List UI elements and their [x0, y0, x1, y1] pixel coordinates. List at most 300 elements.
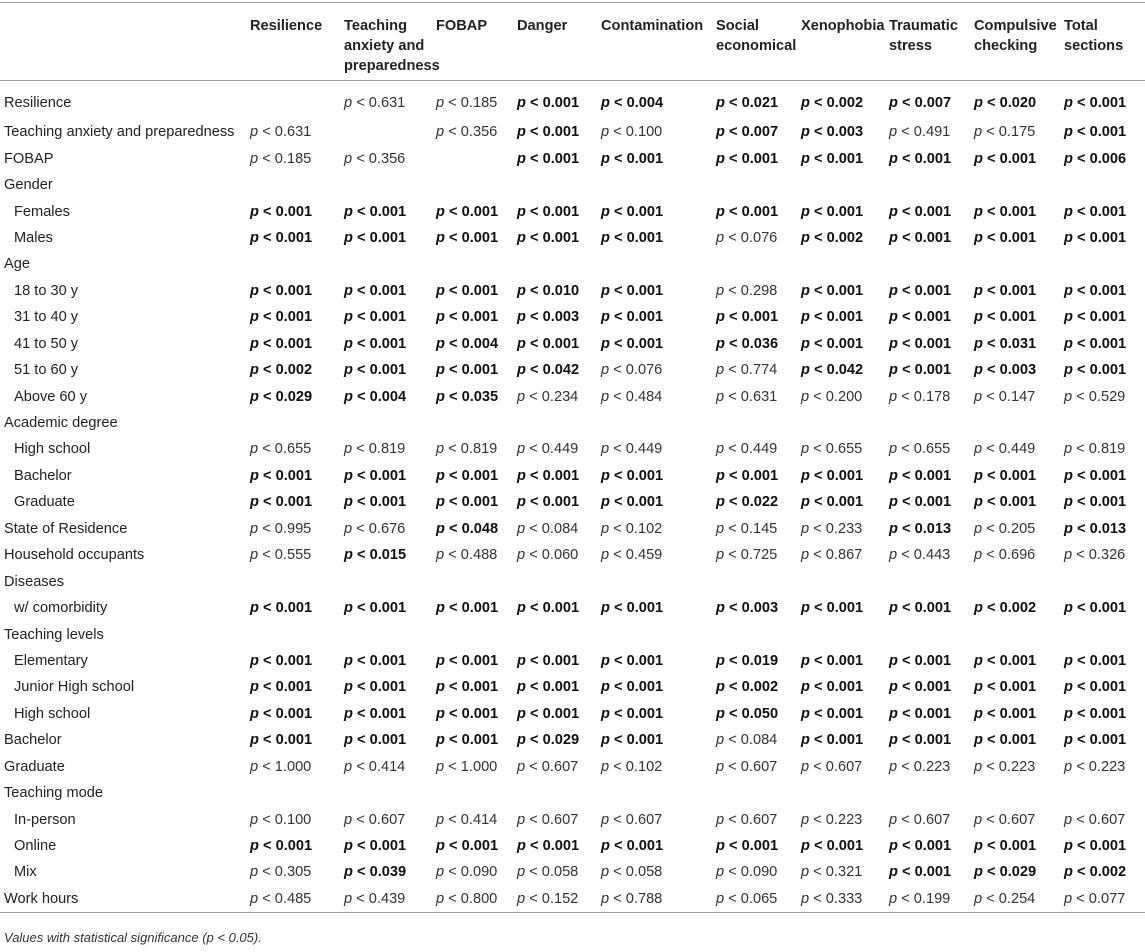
p-symbol: p [344, 600, 353, 617]
p-value-cell [340, 145, 432, 171]
p-symbol: p [889, 520, 898, 537]
p-value: 0.001 [914, 282, 952, 299]
p-value-cell [1060, 516, 1145, 542]
table-row [0, 251, 1145, 277]
p-value-cell [340, 754, 432, 780]
p-symbol: p [1064, 890, 1073, 907]
less-than-symbol: < [1076, 309, 1086, 326]
less-than-symbol: < [986, 890, 995, 907]
p-value-cell [246, 568, 340, 594]
less-than-symbol: < [1076, 494, 1086, 511]
p-symbol: p [344, 652, 353, 669]
p-value: 0.076 [740, 229, 778, 246]
p-value-cell [970, 621, 1060, 647]
table-row [0, 331, 1145, 357]
p-value: 0.021 [741, 95, 779, 111]
table-row [0, 489, 1145, 515]
p-value: 0.090 [460, 864, 498, 881]
p-value: 0.090 [740, 864, 778, 881]
p-symbol: p [517, 758, 526, 775]
p-symbol: p [250, 679, 259, 696]
p-value-cell [340, 172, 432, 198]
p-value: 0.001 [542, 600, 580, 617]
less-than-symbol: < [728, 362, 737, 379]
less-than-symbol: < [613, 335, 623, 352]
less-than-symbol: < [728, 838, 738, 855]
less-than-symbol: < [356, 732, 366, 749]
p-value: 0.001 [999, 679, 1037, 696]
p-value: 0.001 [275, 679, 313, 696]
less-than-symbol: < [356, 705, 366, 722]
p-symbol: p [889, 362, 898, 379]
p-symbol: p [716, 811, 725, 828]
p-symbol: p [801, 890, 810, 907]
less-than-symbol: < [529, 203, 539, 220]
p-value: 0.439 [368, 890, 406, 907]
p-value: 0.001 [999, 309, 1037, 326]
p-symbol: p [517, 890, 526, 907]
less-than-symbol: < [613, 864, 622, 881]
p-value-cell [432, 648, 513, 674]
p-symbol: p [801, 229, 810, 246]
p-symbol: p [250, 441, 259, 458]
p-value: 0.800 [460, 890, 498, 907]
table-row [0, 172, 1145, 198]
p-value: 0.001 [1089, 309, 1127, 326]
p-symbol: p [250, 652, 259, 669]
p-value: 0.042 [542, 362, 580, 379]
p-symbol: p [344, 547, 353, 564]
p-value-cell [797, 463, 885, 489]
p-value: 0.001 [542, 494, 580, 511]
table-row [0, 225, 1145, 251]
p-symbol: p [1064, 864, 1073, 881]
p-value-cell [432, 595, 513, 621]
p-symbol: p [436, 652, 445, 669]
p-value-cell [712, 172, 797, 198]
p-value: 0.001 [542, 838, 580, 855]
p-symbol: p [974, 838, 983, 855]
p-value-cell [797, 225, 885, 251]
p-value: 0.223 [998, 758, 1036, 775]
less-than-symbol: < [813, 229, 823, 246]
p-value-cell [513, 172, 597, 198]
p-value: 0.100 [274, 811, 312, 828]
column-header-line: Teaching [344, 18, 407, 34]
less-than-symbol: < [728, 705, 738, 722]
p-value: 0.013 [914, 520, 952, 537]
less-than-symbol: < [901, 600, 911, 617]
p-value-cell [513, 648, 597, 674]
less-than-symbol: < [901, 388, 910, 405]
p-value: 0.001 [461, 362, 499, 379]
p-value-cell [1060, 648, 1145, 674]
row-label: High school [14, 441, 91, 458]
less-than-symbol: < [529, 758, 538, 775]
p-symbol: p [436, 388, 445, 405]
p-value-cell [797, 81, 885, 120]
p-value: 0.039 [369, 864, 407, 881]
p-value-cell [1060, 145, 1145, 171]
column-header-empty [0, 3, 246, 81]
p-value-cell [1060, 701, 1145, 727]
p-value: 0.459 [625, 547, 663, 564]
p-value: 0.488 [460, 547, 498, 564]
p-value-cell [712, 198, 797, 224]
p-value-cell [970, 172, 1060, 198]
less-than-symbol: < [728, 388, 737, 405]
p-value-cell [970, 119, 1060, 145]
less-than-symbol: < [448, 467, 458, 484]
p-value: 0.001 [542, 467, 580, 484]
p-value-cell [597, 145, 712, 171]
p-symbol: p [601, 679, 610, 696]
p-value-cell [1060, 833, 1145, 859]
p-symbol: p [517, 150, 526, 167]
p-value-cell [597, 225, 712, 251]
p-value-cell [246, 859, 340, 885]
p-value-cell [246, 674, 340, 700]
p-value-cell [1060, 198, 1145, 224]
p-value: 0.001 [914, 679, 952, 696]
less-than-symbol: < [728, 547, 737, 564]
p-value: 0.001 [275, 229, 313, 246]
p-value: 0.001 [275, 494, 313, 511]
less-than-symbol: < [986, 335, 996, 352]
table-row [0, 198, 1145, 224]
p-symbol: p [889, 282, 898, 299]
p-value-cell [340, 701, 432, 727]
p-symbol: p [801, 864, 810, 881]
p-value-cell [513, 251, 597, 277]
p-value: 0.001 [999, 838, 1037, 855]
less-than-symbol: < [901, 441, 910, 458]
p-symbol: p [517, 547, 526, 564]
p-value-cell [597, 516, 712, 542]
p-value-cell [712, 331, 797, 357]
p-value-cell [797, 278, 885, 304]
p-symbol: p [1064, 467, 1073, 484]
p-value: 0.001 [369, 494, 407, 511]
p-value-cell [797, 172, 885, 198]
p-value-cell [885, 701, 970, 727]
p-value: 0.020 [999, 95, 1037, 111]
p-symbol: p [889, 838, 898, 855]
p-value: 0.001 [626, 600, 664, 617]
p-value-cell [340, 806, 432, 832]
less-than-symbol: < [728, 282, 737, 299]
row-label: Teaching anxiety and preparedness [4, 124, 235, 141]
column-header-line: Traumatic [889, 18, 958, 34]
p-value: 0.001 [914, 309, 952, 326]
less-than-symbol: < [262, 652, 272, 669]
p-value-cell [432, 489, 513, 515]
less-than-symbol: < [813, 388, 822, 405]
p-value-cell [340, 463, 432, 489]
less-than-symbol: < [356, 600, 366, 617]
p-value: 0.001 [741, 467, 779, 484]
less-than-symbol: < [613, 679, 623, 696]
p-symbol: p [716, 679, 725, 696]
p-value-cell [340, 410, 432, 436]
p-symbol: p [801, 705, 810, 722]
less-than-symbol: < [901, 124, 910, 141]
p-symbol: p [517, 652, 526, 669]
p-value-cell [712, 621, 797, 647]
less-than-symbol: < [1076, 705, 1086, 722]
p-value: 0.001 [826, 600, 864, 617]
less-than-symbol: < [356, 811, 365, 828]
p-value-cell [513, 198, 597, 224]
p-value-cell [513, 436, 597, 462]
p-value-cell [340, 727, 432, 753]
less-than-symbol: < [986, 732, 996, 749]
p-value-cell [432, 251, 513, 277]
table-row [0, 383, 1145, 409]
p-symbol: p [801, 811, 810, 828]
column-header-line: Total [1064, 18, 1098, 34]
p-value-cell [432, 727, 513, 753]
p-value-cell [513, 145, 597, 171]
p-symbol: p [716, 282, 725, 299]
table-row [0, 806, 1145, 832]
p-value: 0.001 [461, 309, 499, 326]
p-value-cell [970, 436, 1060, 462]
row-label: 31 to 40 y [14, 309, 79, 326]
p-value-cell [970, 331, 1060, 357]
p-value: 0.485 [274, 890, 312, 907]
p-value-cell [970, 833, 1060, 859]
p-symbol: p [801, 652, 810, 669]
p-value-cell [340, 595, 432, 621]
less-than-symbol: < [529, 309, 539, 326]
p-symbol: p [1064, 600, 1073, 617]
p-value: 0.001 [1089, 467, 1127, 484]
p-value-cell [513, 383, 597, 409]
p-value: 0.003 [542, 309, 580, 326]
table-row [0, 859, 1145, 885]
less-than-symbol: < [613, 282, 623, 299]
p-symbol: p [716, 652, 725, 669]
less-than-symbol: < [613, 494, 623, 511]
p-value-cell [885, 542, 970, 568]
p-value: 0.321 [825, 864, 863, 881]
less-than-symbol: < [728, 229, 737, 246]
p-value: 0.002 [826, 95, 864, 111]
p-symbol: p [344, 203, 353, 220]
p-value: 0.356 [368, 150, 406, 167]
less-than-symbol: < [448, 547, 457, 564]
less-than-symbol: < [1076, 282, 1086, 299]
p-value-cell [597, 172, 712, 198]
p-value: 0.607 [998, 811, 1036, 828]
p-value-cell [246, 145, 340, 171]
p-value-cell [513, 81, 597, 120]
p-value-cell [340, 516, 432, 542]
less-than-symbol: < [356, 441, 365, 458]
p-value: 0.995 [274, 520, 312, 537]
less-than-symbol: < [1076, 838, 1086, 855]
p-value-cell [246, 251, 340, 277]
p-symbol: p [601, 95, 610, 111]
p-symbol: p [601, 150, 610, 167]
p-symbol: p [436, 335, 445, 352]
p-symbol: p [716, 547, 725, 564]
p-value: 0.001 [461, 229, 499, 246]
p-value-cell [513, 621, 597, 647]
column-header-teaching-anxiety-and-preparedness [340, 3, 440, 81]
p-value-cell [970, 780, 1060, 806]
p-value: 0.001 [826, 838, 864, 855]
p-value-cell [712, 648, 797, 674]
p-value-cell [597, 648, 712, 674]
p-value-cell [513, 225, 597, 251]
p-value: 0.655 [274, 441, 312, 458]
p-value-cell [970, 357, 1060, 383]
p-value-cell [885, 357, 970, 383]
p-value-cell [1060, 595, 1145, 621]
p-value: 0.001 [542, 203, 580, 220]
p-value-cell [797, 357, 885, 383]
column-header-line: Contamination [601, 18, 704, 34]
row-label: Bachelor [14, 467, 72, 484]
less-than-symbol: < [262, 229, 272, 246]
p-symbol: p [889, 467, 898, 484]
p-value-cell [597, 119, 712, 145]
p-symbol: p [801, 362, 810, 379]
less-than-symbol: < [529, 95, 539, 111]
p-value: 0.631 [368, 95, 406, 111]
less-than-symbol: < [901, 890, 910, 907]
less-than-symbol: < [1076, 520, 1086, 537]
p-symbol: p [601, 890, 610, 907]
p-value-cell [712, 119, 797, 145]
less-than-symbol: < [613, 95, 623, 111]
less-than-symbol: < [813, 494, 823, 511]
p-value: 0.185 [460, 95, 498, 111]
p-symbol: p [889, 309, 898, 326]
column-header-line: sections [1064, 38, 1124, 54]
p-value: 0.031 [999, 335, 1037, 352]
p-value-cell [597, 357, 712, 383]
p-value-cell [970, 383, 1060, 409]
p-symbol: p [344, 705, 353, 722]
p-value-cell [885, 806, 970, 832]
p-value-cell [712, 251, 797, 277]
p-value-cell [597, 621, 712, 647]
p-symbol: p [601, 229, 610, 246]
less-than-symbol: < [356, 229, 366, 246]
p-symbol: p [436, 732, 445, 749]
less-than-symbol: < [901, 679, 911, 696]
p-symbol: p [1064, 547, 1073, 564]
less-than-symbol: < [728, 732, 737, 749]
p-value-cell [246, 595, 340, 621]
p-symbol: p [436, 705, 445, 722]
p-symbol: p [601, 520, 610, 537]
table-row [0, 278, 1145, 304]
p-symbol: p [974, 679, 983, 696]
p-value-cell [513, 568, 597, 594]
row-label: 41 to 50 y [14, 335, 79, 352]
p-symbol: p [716, 150, 725, 167]
p-value-cell [797, 648, 885, 674]
p-value-cell [797, 436, 885, 462]
p-value: 0.001 [999, 652, 1037, 669]
p-value-cell [885, 410, 970, 436]
less-than-symbol: < [262, 679, 272, 696]
p-value: 0.001 [369, 467, 407, 484]
p-value-cell [797, 727, 885, 753]
p-value: 0.819 [1088, 441, 1126, 458]
p-value: 0.631 [274, 124, 312, 141]
p-symbol: p [344, 758, 353, 775]
less-than-symbol: < [529, 388, 538, 405]
p-value-cell [1060, 568, 1145, 594]
p-symbol: p [801, 335, 810, 352]
p-symbol: p [601, 652, 610, 669]
p-symbol: p [1064, 150, 1073, 167]
p-value: 0.004 [461, 335, 499, 352]
p-symbol: p [250, 864, 259, 881]
p-value-cell [432, 119, 513, 145]
less-than-symbol: < [901, 150, 911, 167]
p-value: 0.001 [369, 229, 407, 246]
less-than-symbol: < [529, 229, 539, 246]
p-value-cell [432, 172, 513, 198]
table-row [0, 81, 1145, 120]
less-than-symbol: < [448, 890, 457, 907]
less-than-symbol: < [356, 309, 366, 326]
p-value-cell [340, 278, 432, 304]
table-row [0, 436, 1145, 462]
p-value: 0.178 [913, 388, 951, 405]
less-than-symbol: < [986, 838, 996, 855]
p-symbol: p [889, 705, 898, 722]
p-value: 0.001 [275, 600, 313, 617]
p-value-cell [712, 410, 797, 436]
table-row [0, 304, 1145, 330]
column-header-line: Danger [517, 18, 568, 34]
p-symbol: p [974, 494, 983, 511]
less-than-symbol: < [613, 547, 622, 564]
p-value: 0.001 [542, 705, 580, 722]
p-value-cell [970, 806, 1060, 832]
p-value-cell [340, 436, 432, 462]
p-symbol: p [1064, 494, 1073, 511]
p-symbol: p [250, 547, 259, 564]
p-symbol: p [436, 362, 445, 379]
p-value: 0.529 [1088, 388, 1126, 405]
p-symbol: p [250, 203, 259, 220]
p-value: 0.001 [999, 494, 1037, 511]
p-value-cell [797, 701, 885, 727]
p-value: 0.205 [998, 520, 1036, 537]
p-value: 0.443 [913, 547, 951, 564]
p-value-cell [885, 595, 970, 621]
p-value: 0.223 [913, 758, 951, 775]
p-value: 0.774 [740, 362, 778, 379]
less-than-symbol: < [613, 362, 622, 379]
p-symbol: p [344, 150, 353, 167]
p-symbol: p [250, 890, 259, 907]
p-symbol: p [801, 467, 810, 484]
p-value: 0.607 [825, 758, 863, 775]
p-value-cell [513, 463, 597, 489]
p-value-cell [885, 463, 970, 489]
p-value: 0.002 [826, 229, 864, 246]
less-than-symbol: < [448, 600, 458, 617]
